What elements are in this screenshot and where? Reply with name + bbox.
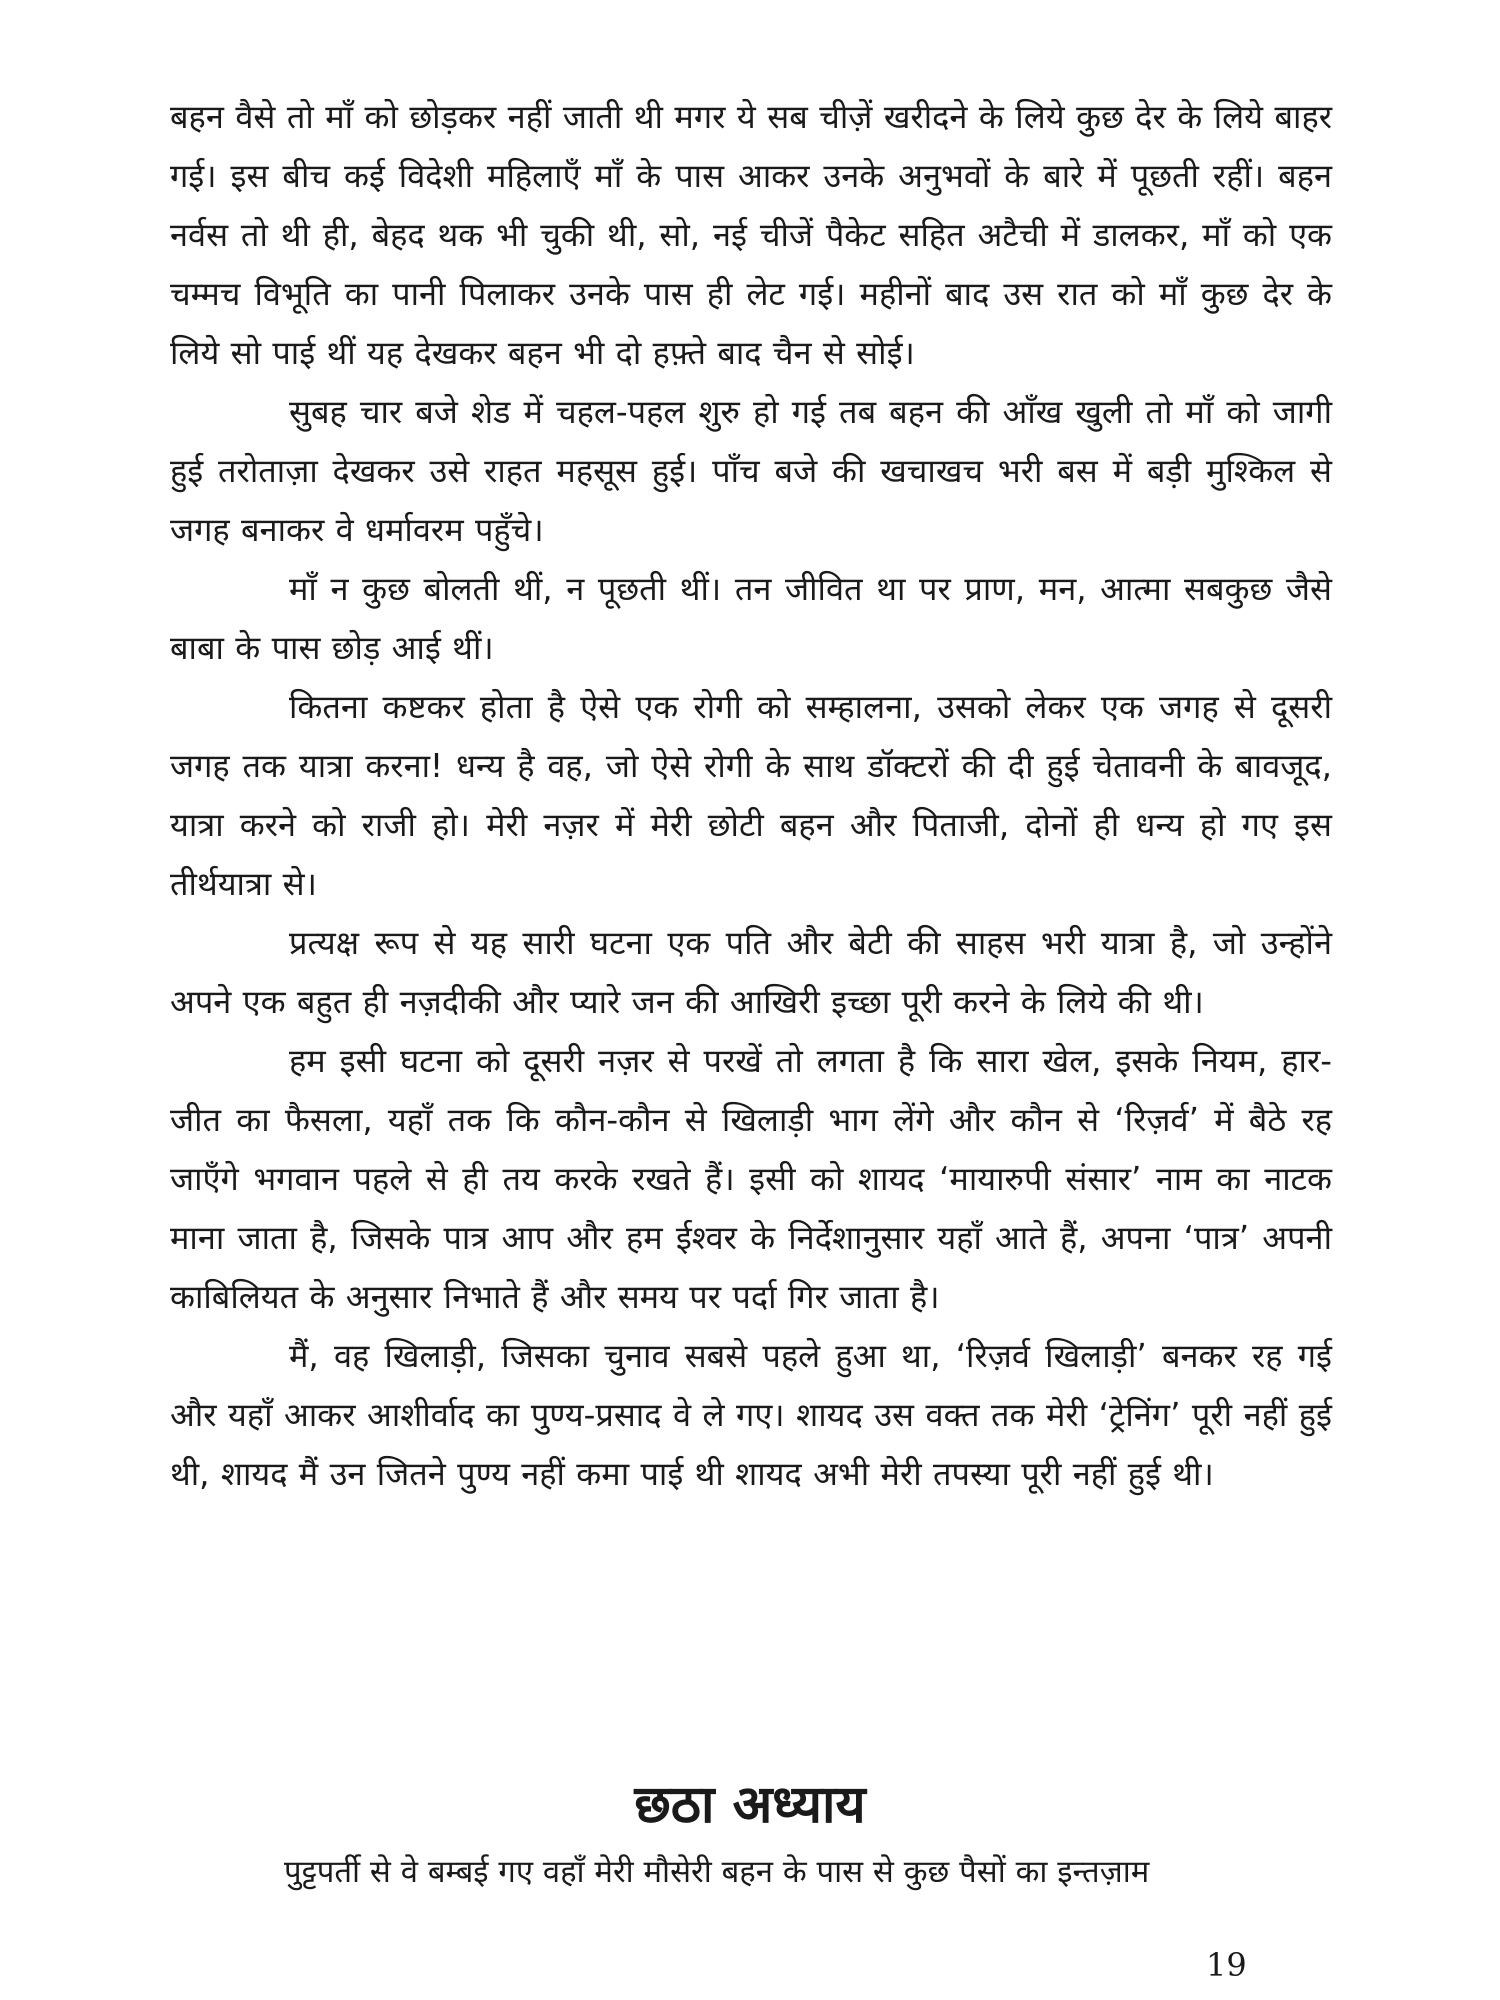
paragraph-6: हम इसी घटना को दूसरी नज़र से परखें तो लगता है कि सारा खेल, इसके नियम, हार-जीत का फैसला, यहाँ तक कि कौन-कौन से खिलाड़ी भाग लेंगे और कौन से ‘रिज़र्व’ में बैठे रह जाएँगे भगवान पहले से ही तय करके रखते हैं। इसी को शायद ‘मायारुपी संसार’ नाम का नाटक माना जाता है, जिसके पात्र आप और हम ईश्वर के निर्देशानुसार यहाँ आते हैं, अपना ‘पात्र’ अपनी काबिलियत के अनुसार निभाते हैं और समय पर पर्दा गिर जाता है।	[170, 1042, 1332, 1316]
paragraph-2: सुबह चार बजे शेड में चहल-पहल शुरु हो गई तब बहन की आँख खुली तो माँ को जागी हुई तरोताज़ा देखकर उसे राहत महसूस हुई। पाँच बजे की खचाखच भरी बस में बड़ी मुश्किल से जगह बनाकर वे धर्मावरम पहुँचे।	[170, 393, 1333, 549]
paragraph-5: प्रत्यक्ष रूप से यह सारी घटना एक पति और बेटी की साहस भरी यात्रा है, जो उन्होंने अपने एक बहुत ही नज़दीकी और प्यारे जन की आखिरी इच्छा पूरी करने के लिये की थी।	[170, 924, 1332, 1021]
chapter-first-line: पुट्टपर्ती से वे बम्बई गए वहाँ मेरी मौसेरी बहन के पास से कुछ पैसों का इन्तज़ाम	[284, 1854, 1150, 1890]
chapter-title: छठा अध्याय	[634, 1775, 866, 1835]
page-number: 19	[1206, 1946, 1247, 1984]
paragraph-3: माँ न कुछ बोलती थीं, न पूछती थीं। तन जीवित था पर प्राण, मन, आत्मा सबकुछ जैसे बाबा के पास छोड़ आई थीं।	[170, 570, 1332, 667]
paragraph-7: मैं, वह खिलाड़ी, जिसका चुनाव सबसे पहले हुआ था, ‘रिज़र्व खिलाड़ी’ बनकर रह गई और यहाँ आकर आशीर्वाद का पुण्य-प्रसाद वे ले गए। शायद उस वक्त तक मेरी ‘ट्रेनिंग’ पूरी नहीं हुई थी, शायद मैं उन जितने पुण्य नहीं कमा पाई थी शायद अभी मेरी तपस्या पूरी नहीं हुई थी।	[170, 1337, 1332, 1493]
paragraph-1: बहन वैसे तो माँ को छोड़कर नहीं जाती थी मगर ये सब चीज़ें खरीदने के लिये कुछ देर के लिये बाहर गई। इस बीच कई विदेशी महिलाएँ माँ के पास आकर उनके अनुभवों के बारे में पूछती रहीं। बहन नर्वस तो थी ही, बेहद थक भी चुकी थी, सो, नई चीजें पैकेट सहित अटैची में डालकर, माँ को एक चम्मच विभूति का पानी पिलाकर उनके पास ही लेट गई। महीनों बाद उस रात को माँ कुछ देर के लिये सो पाई थीं यह देखकर बहन भी दो हफ़्ते बाद चैन से सोई।	[170, 98, 1332, 372]
body-text	[170, 88, 1332, 1504]
paragraph-4: कितना कष्टकर होता है ऐसे एक रोगी को सम्हालना, उसको लेकर एक जगह से दूसरी जगह तक यात्रा करना! धन्य है वह, जो ऐसे रोगी के साथ डॉक्टरों की दी हुई चेतावनी के बावजूद, यात्रा करने को राजी हो। मेरी नज़र में मेरी छोटी बहन और पिताजी, दोनों ही धन्य हो गए इस तीर्थयात्रा से।	[170, 688, 1332, 903]
